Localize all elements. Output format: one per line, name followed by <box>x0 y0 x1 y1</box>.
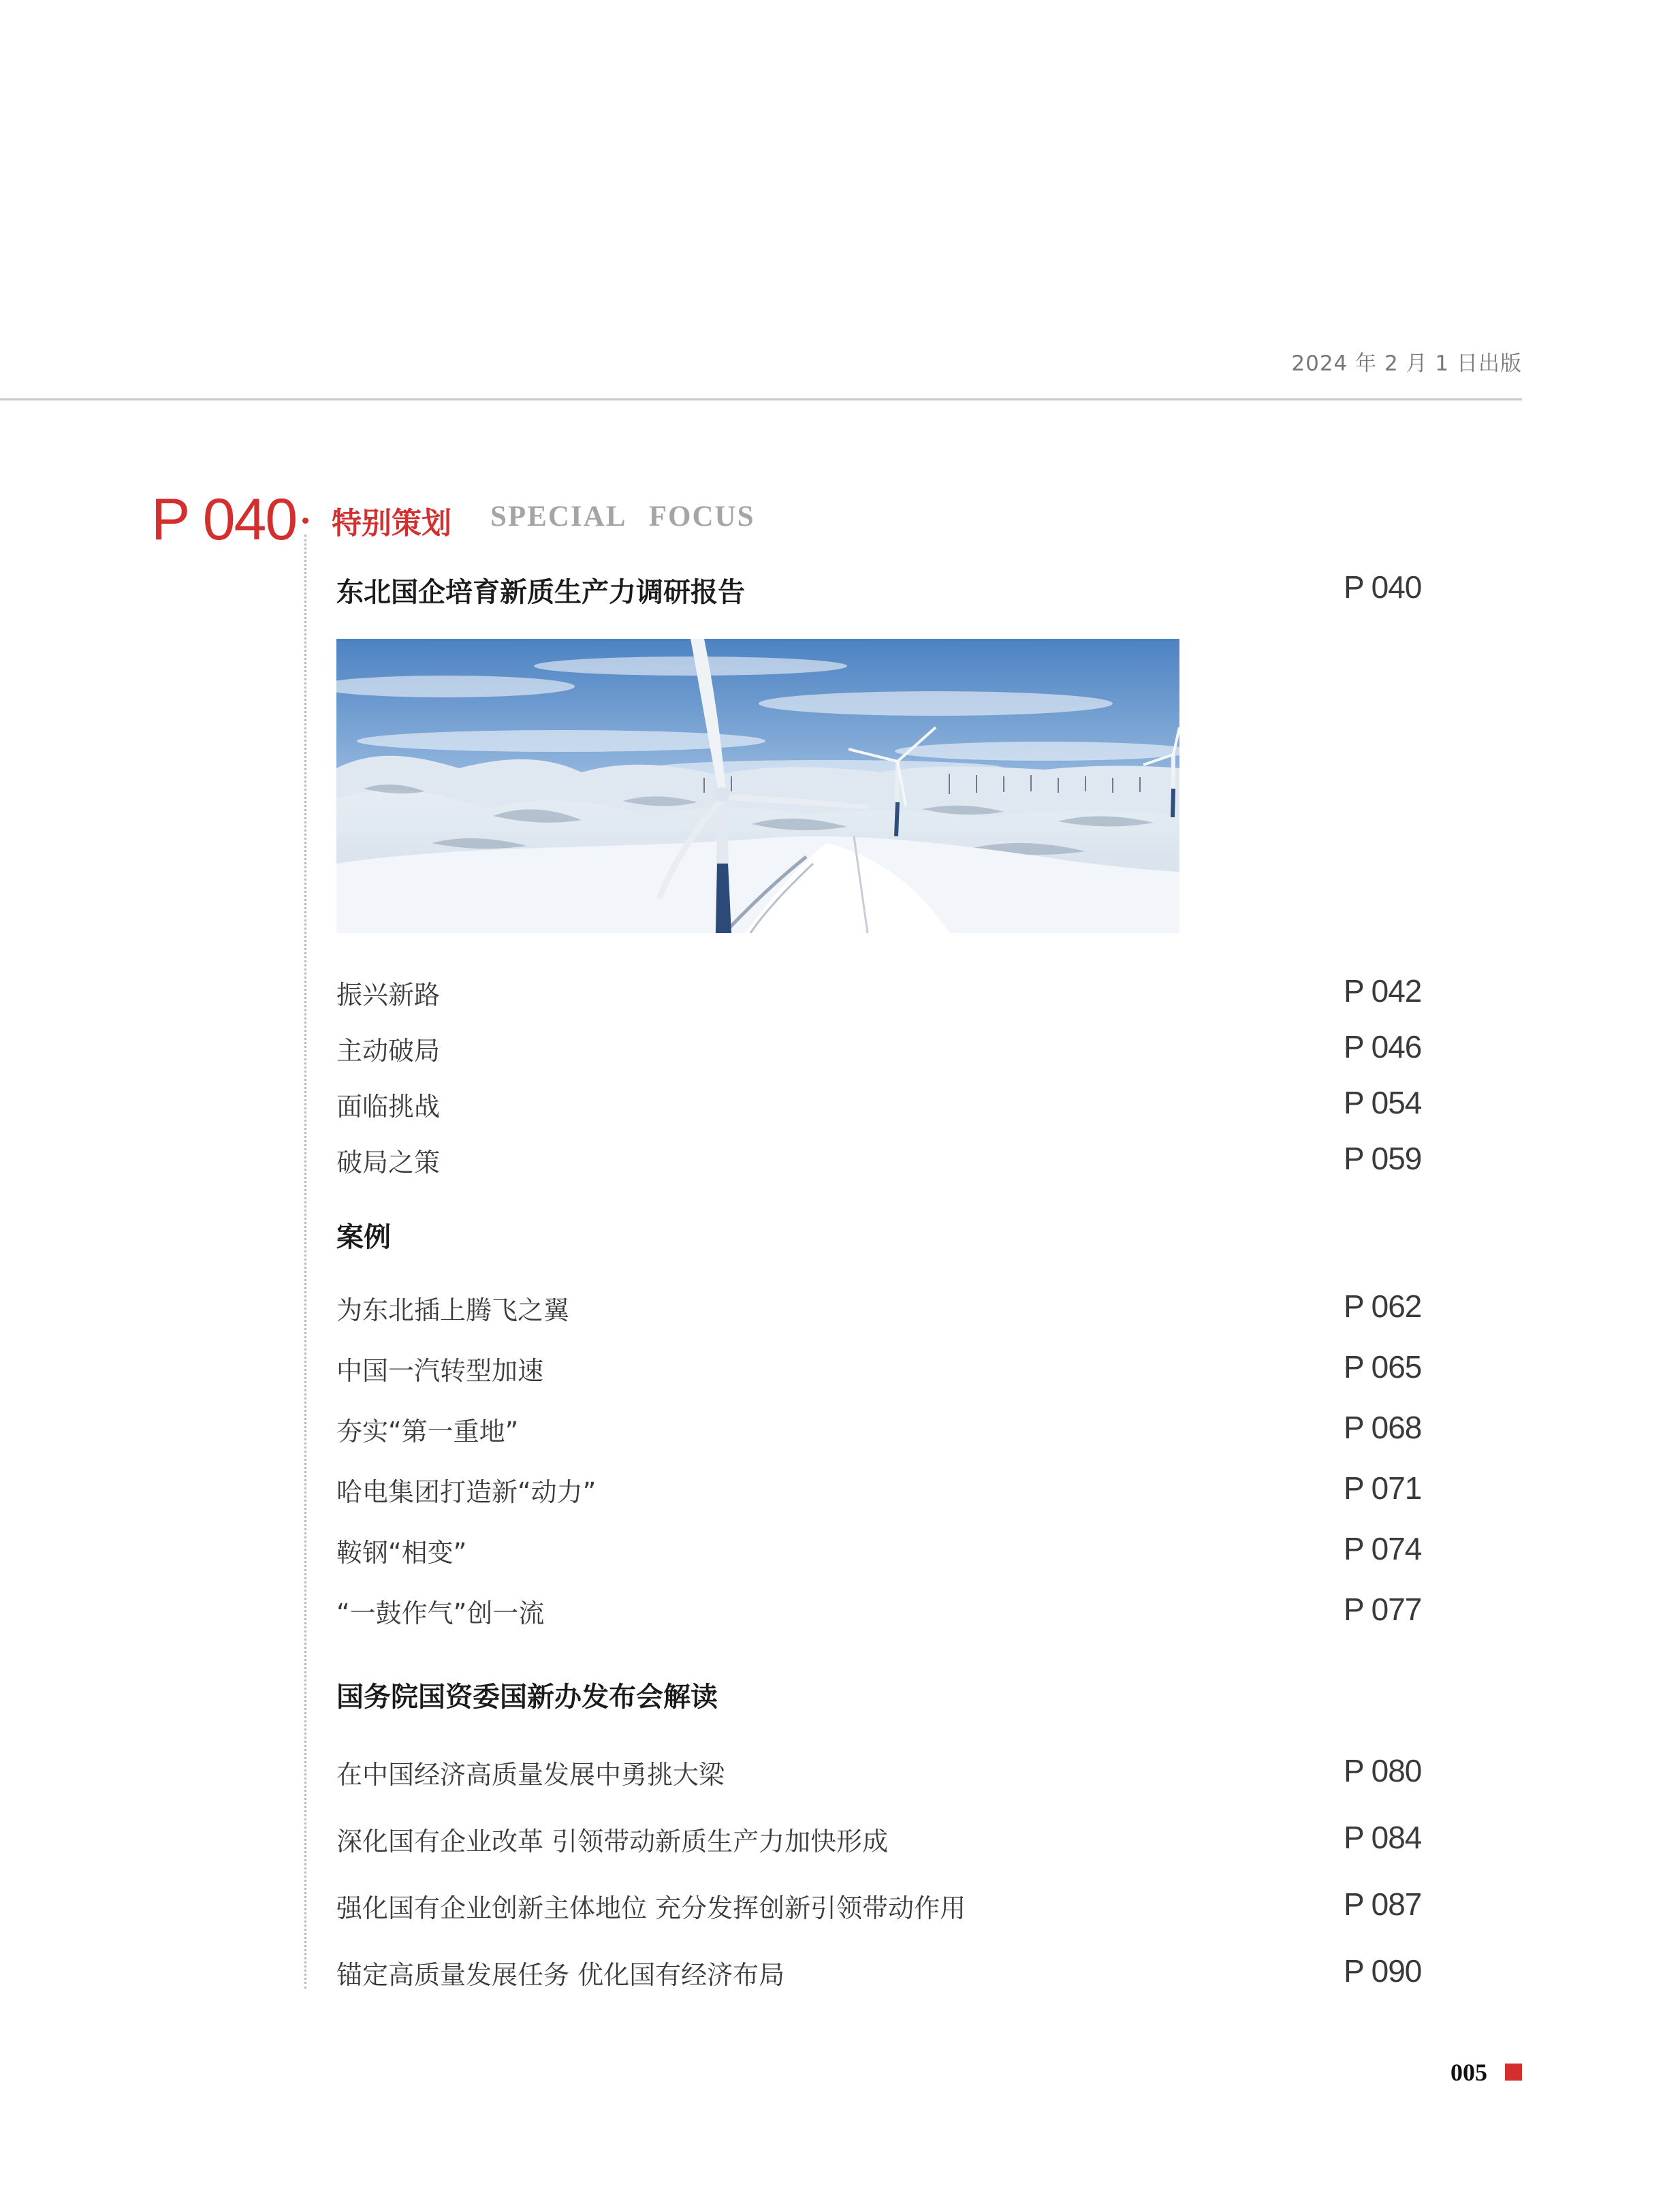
lead-title[interactable]: 东北国企培育新质生产力调研报告 <box>336 576 745 608</box>
press-item-title[interactable]: 锚定高质量发展任务 优化国有经济布局 <box>336 1960 785 1990</box>
report-item-title[interactable]: 面临挑战 <box>336 1092 441 1122</box>
case-item-title[interactable]: 夯实“第一重地” <box>336 1417 519 1447</box>
page-number-square <box>1505 2064 1522 2081</box>
report-item-title[interactable]: 主动破局 <box>336 1036 441 1066</box>
case-item-title[interactable]: 为东北插上腾飞之翼 <box>336 1295 570 1325</box>
section-title-en: SPECIAL FOCUS <box>490 501 755 533</box>
section-page-number: P 040 <box>151 487 297 552</box>
lead-page[interactable]: P 040 <box>1344 569 1422 605</box>
case-item-title[interactable]: 鞍钢“相变” <box>336 1538 467 1568</box>
press-item-page[interactable]: P 090 <box>1344 1953 1422 1989</box>
press-item-title[interactable]: 强化国有企业创新主体地位 充分发挥创新引领带动作用 <box>336 1893 966 1923</box>
page-number: 005 <box>1450 2059 1487 2086</box>
press-item-page[interactable]: P 087 <box>1344 1886 1422 1922</box>
header-rule <box>0 398 1522 400</box>
case-item-page[interactable]: P 065 <box>1344 1349 1422 1385</box>
publish-date: 2024 年 2 月 1 日出版 <box>1291 351 1522 376</box>
report-item-page[interactable]: P 046 <box>1344 1029 1422 1064</box>
case-item-title[interactable]: 中国一汽转型加速 <box>336 1356 544 1386</box>
case-item-page[interactable]: P 062 <box>1344 1289 1422 1324</box>
report-item-page[interactable]: P 042 <box>1344 973 1422 1009</box>
press-item-page[interactable]: P 080 <box>1344 1753 1422 1788</box>
section-title-cn: 特别策划 <box>332 506 451 541</box>
report-item-title[interactable]: 振兴新路 <box>336 980 441 1010</box>
report-item-page[interactable]: P 059 <box>1344 1141 1422 1176</box>
case-item-page[interactable]: P 074 <box>1344 1531 1422 1566</box>
case-item-page[interactable]: P 068 <box>1344 1410 1422 1445</box>
press-heading: 国务院国资委国新办发布会解读 <box>336 1681 718 1713</box>
press-item-title[interactable]: 在中国经济高质量发展中勇挑大梁 <box>336 1760 725 1790</box>
press-item-title[interactable]: 深化国有企业改革 引领带动新质生产力加快形成 <box>336 1827 889 1856</box>
report-item-page[interactable]: P 054 <box>1344 1085 1422 1120</box>
wind-turbines-snow-landscape-photo <box>336 639 1179 933</box>
cases-heading: 案例 <box>336 1221 391 1253</box>
dotted-guide-line <box>304 535 306 1989</box>
case-item-page[interactable]: P 071 <box>1344 1470 1422 1506</box>
case-item-title[interactable]: 哈电集团打造新“动力” <box>336 1477 597 1507</box>
case-item-title[interactable]: “一鼓作气”创一流 <box>336 1598 545 1628</box>
section-dot <box>302 518 308 524</box>
case-item-page[interactable]: P 077 <box>1344 1592 1422 1627</box>
report-item-title[interactable]: 破局之策 <box>336 1148 441 1178</box>
press-item-page[interactable]: P 084 <box>1344 1820 1422 1855</box>
